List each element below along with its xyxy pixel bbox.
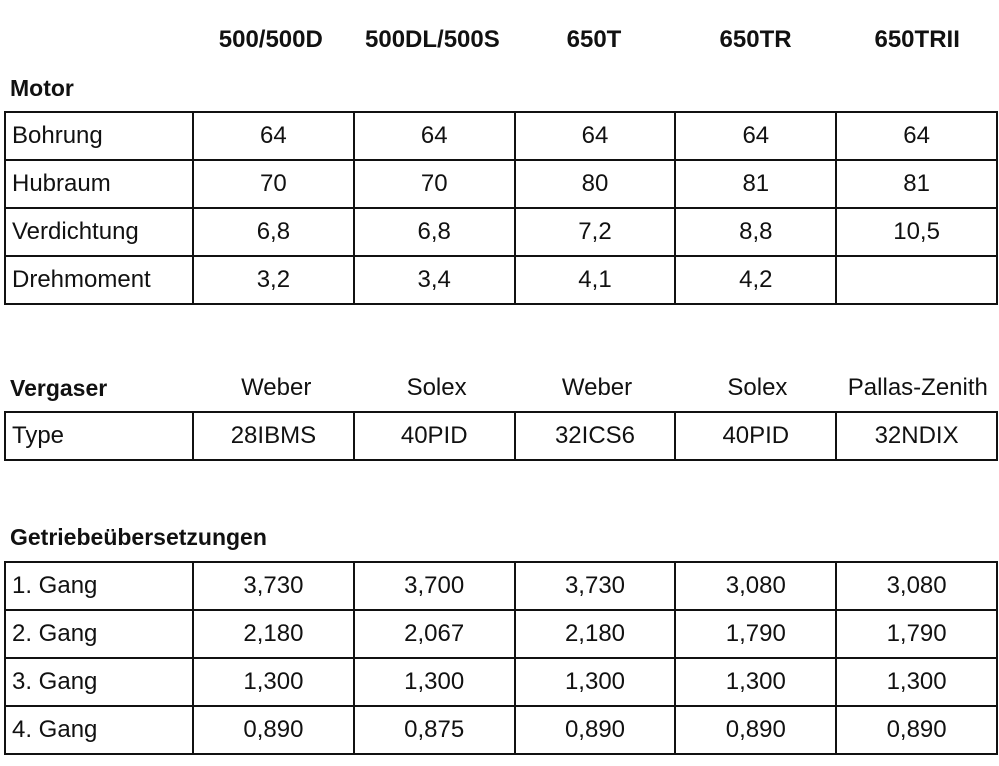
model-header: 500DL/500S bbox=[365, 26, 500, 53]
carburetor-make: Solex bbox=[406, 374, 467, 401]
table-cell: 3,2 bbox=[193, 256, 354, 304]
row-label: 1. Gang bbox=[5, 562, 193, 610]
table-cell: 4,2 bbox=[675, 256, 836, 304]
table-cell: 3,730 bbox=[193, 562, 354, 610]
table-cell: 64 bbox=[354, 112, 515, 160]
carburetor-make: Pallas-Zenith bbox=[847, 374, 988, 401]
table-row bbox=[5, 658, 997, 706]
table-row bbox=[5, 160, 997, 208]
table-cell: 10,5 bbox=[836, 208, 997, 256]
table-cell: 0,875 bbox=[354, 706, 515, 754]
model-header-row bbox=[190, 24, 998, 56]
table-row bbox=[5, 412, 997, 460]
row-label: Drehmoment bbox=[5, 256, 193, 304]
table-cell: 2,180 bbox=[515, 610, 676, 658]
table-cell: 0,890 bbox=[675, 706, 836, 754]
table-cell: 64 bbox=[675, 112, 836, 160]
table-cell: 28IBMS bbox=[193, 412, 354, 460]
section-title-getriebe: Getriebeübersetzungen bbox=[10, 524, 267, 550]
vergaser-table bbox=[4, 411, 998, 461]
table-cell: 3,730 bbox=[515, 562, 676, 610]
table-cell: 81 bbox=[675, 160, 836, 208]
model-header: 650TR bbox=[719, 26, 792, 53]
table-cell: 80 bbox=[515, 160, 676, 208]
model-header: 500/500D bbox=[218, 26, 323, 53]
table-row bbox=[5, 706, 997, 754]
row-label: 2. Gang bbox=[5, 610, 193, 658]
table-cell: 81 bbox=[836, 160, 997, 208]
row-label: Type bbox=[5, 412, 193, 460]
model-header: 650T bbox=[566, 26, 622, 53]
table-cell: 1,300 bbox=[193, 658, 354, 706]
row-label: Hubraum bbox=[5, 160, 193, 208]
table-row bbox=[5, 562, 997, 610]
table-cell bbox=[836, 256, 997, 304]
table-cell: 6,8 bbox=[193, 208, 354, 256]
table-cell: 1,300 bbox=[836, 658, 997, 706]
row-label: Bohrung bbox=[5, 112, 193, 160]
table-row bbox=[5, 610, 997, 658]
model-header: 650TRII bbox=[874, 26, 960, 53]
table-cell: 40PID bbox=[675, 412, 836, 460]
table-cell: 0,890 bbox=[836, 706, 997, 754]
row-label: Verdichtung bbox=[5, 208, 193, 256]
table-cell: 2,180 bbox=[193, 610, 354, 658]
table-cell: 40PID bbox=[354, 412, 515, 460]
table-cell: 1,300 bbox=[515, 658, 676, 706]
table-cell: 6,8 bbox=[354, 208, 515, 256]
table-cell: 2,067 bbox=[354, 610, 515, 658]
table-cell: 1,790 bbox=[836, 610, 997, 658]
row-label: 4. Gang bbox=[5, 706, 193, 754]
carburetor-make: Weber bbox=[241, 374, 312, 401]
table-cell: 64 bbox=[193, 112, 354, 160]
table-cell: 64 bbox=[515, 112, 676, 160]
table-row bbox=[5, 112, 997, 160]
table-cell: 3,080 bbox=[836, 562, 997, 610]
table-cell: 0,890 bbox=[193, 706, 354, 754]
gear-ratio-table bbox=[4, 561, 998, 755]
table-cell: 70 bbox=[193, 160, 354, 208]
table-row bbox=[5, 256, 997, 304]
table-cell: 64 bbox=[836, 112, 997, 160]
table-cell: 3,700 bbox=[354, 562, 515, 610]
section-title-vergaser: Vergaser bbox=[10, 375, 108, 401]
vergaser-header-row bbox=[4, 372, 998, 404]
section-title-motor: Motor bbox=[10, 75, 74, 101]
table-cell: 3,4 bbox=[354, 256, 515, 304]
table-cell: 32ICS6 bbox=[515, 412, 676, 460]
table-row bbox=[5, 208, 997, 256]
table-cell: 32NDIX bbox=[836, 412, 997, 460]
table-cell: 7,2 bbox=[515, 208, 676, 256]
table-cell: 3,080 bbox=[675, 562, 836, 610]
table-cell: 1,790 bbox=[675, 610, 836, 658]
row-label: 3. Gang bbox=[5, 658, 193, 706]
table-cell: 1,300 bbox=[675, 658, 836, 706]
table-cell: 1,300 bbox=[354, 658, 515, 706]
motor-table bbox=[4, 111, 998, 305]
table-cell: 4,1 bbox=[515, 256, 676, 304]
table-cell: 70 bbox=[354, 160, 515, 208]
table-cell: 0,890 bbox=[515, 706, 676, 754]
carburetor-make: Weber bbox=[561, 374, 633, 401]
table-cell: 8,8 bbox=[675, 208, 836, 256]
carburetor-make: Solex bbox=[727, 374, 788, 401]
